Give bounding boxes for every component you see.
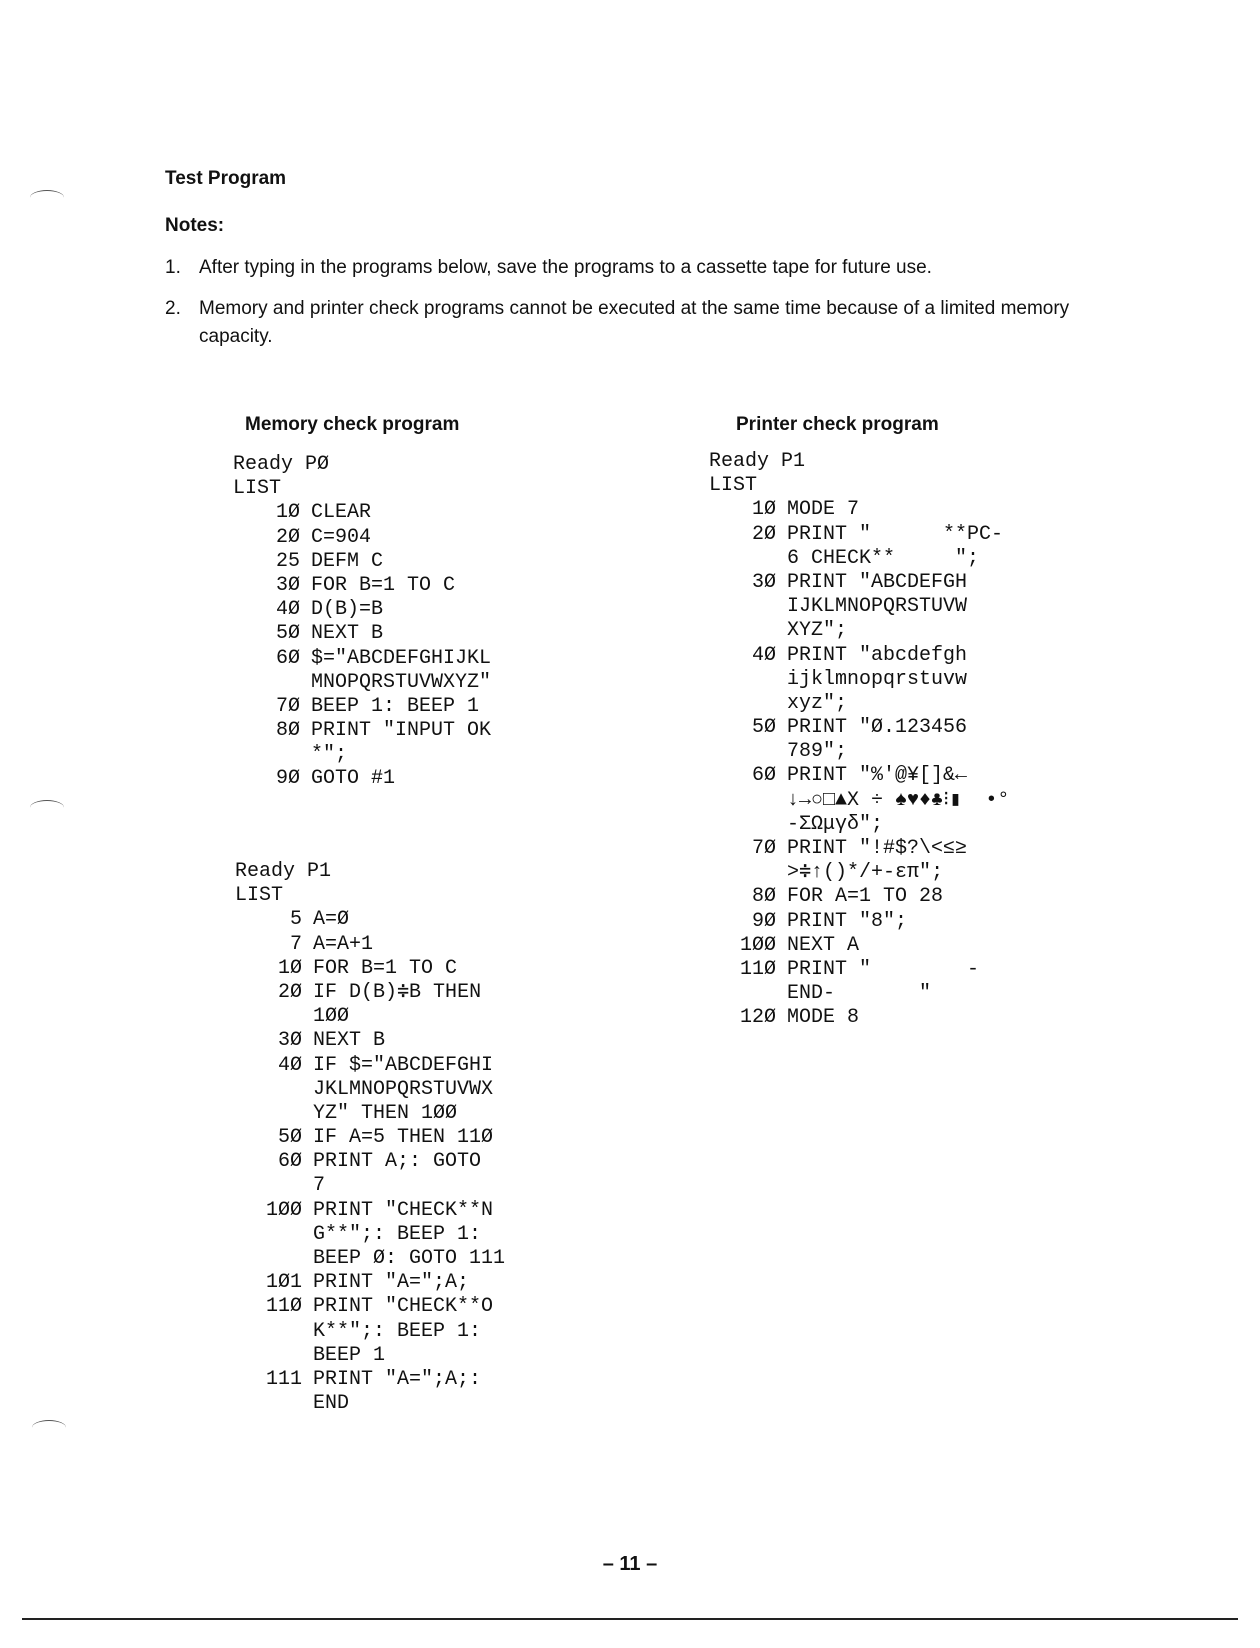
code-line <box>235 957 505 981</box>
statement: PRINT "INPUT OK <box>311 719 492 743</box>
line-number: 1Ø1 <box>265 1271 302 1295</box>
statement: PRINT "CHECK**N <box>313 1198 494 1222</box>
code-line <box>235 1199 505 1223</box>
line-number: 7 <box>289 932 302 956</box>
statement: MODE 8 <box>787 1006 860 1030</box>
line-number: 111 <box>265 1367 302 1391</box>
code-line <box>235 1029 505 1053</box>
code-line <box>235 1126 505 1150</box>
page-number: – 11 – <box>602 1553 658 1575</box>
code-continuation-line: >≑↑()*/+-επ"; <box>787 861 944 885</box>
statement: PRINT "!#$?\<≤≥ <box>787 837 968 860</box>
line-number: 2Ø <box>277 980 302 1004</box>
printer-check-listing <box>709 450 1009 1031</box>
code-line <box>233 719 491 743</box>
statement: C=904 <box>311 525 372 549</box>
code-continuation-line: ijklmnopqrstuvw <box>787 667 968 691</box>
code-line <box>233 526 491 550</box>
line-number: 9Ø <box>751 909 776 933</box>
memory-check-listing-2 <box>235 860 505 1416</box>
statement: PRINT "CHECK**O <box>313 1295 494 1319</box>
line-number: 11Ø <box>739 957 776 981</box>
memory-check-listing-1 <box>233 453 491 792</box>
statement: FOR B=1 TO C <box>313 956 458 980</box>
statement: PRINT "A=";A;: <box>313 1367 482 1391</box>
statement: $="ABCDEFGHIJKL <box>311 646 492 670</box>
statement: MODE 7 <box>787 498 860 522</box>
statement: PRINT "A=";A; <box>313 1271 470 1295</box>
code-continuation-line: MNOPQRSTUVWXYZ" <box>311 670 492 694</box>
line-number: 2Ø <box>751 522 776 546</box>
code-continuation-line: BEEP 1 <box>313 1343 386 1367</box>
page-title: Test Program <box>165 168 287 189</box>
listing-header-line: LIST <box>709 474 758 498</box>
memory-check-heading: Memory check program <box>245 414 460 435</box>
code-line <box>233 598 491 622</box>
line-number: 8Ø <box>751 885 776 909</box>
code-line <box>235 1368 505 1392</box>
code-continuation-line: YZ" THEN 1ØØ <box>313 1101 458 1125</box>
code-line <box>233 622 491 646</box>
notes-label: Notes: <box>165 215 225 236</box>
statement: PRINT "ABCDEFGH <box>787 570 968 594</box>
line-number: 11Ø <box>265 1295 302 1319</box>
statement: PRINT "8"; <box>787 909 908 933</box>
line-number: 5Ø <box>275 622 300 646</box>
code-line <box>235 981 505 1005</box>
listing-header-line: LIST <box>235 884 284 908</box>
line-number: 4Ø <box>275 598 300 622</box>
listing-header-line: Ready PØ <box>233 453 330 476</box>
line-number: 5Ø <box>277 1126 302 1150</box>
line-number: 1Ø <box>751 498 776 522</box>
note-2 <box>165 295 1125 355</box>
code-continuation-line: XYZ"; <box>787 619 848 643</box>
note-number: 1. <box>165 257 181 278</box>
statement: NEXT A <box>787 933 860 957</box>
statement: DEFM C <box>311 549 384 573</box>
statement: D(B)=B <box>311 598 384 622</box>
code-line <box>709 523 1009 547</box>
code-continuation-line: 1ØØ <box>313 1005 350 1029</box>
line-number: 5 <box>289 908 302 932</box>
statement: PRINT "abcdefgh <box>787 643 968 667</box>
code-continuation-line: END <box>313 1392 350 1416</box>
code-continuation-line: IJKLMNOPQRSTUVW <box>787 595 968 619</box>
line-number: 8Ø <box>275 719 300 743</box>
line-number: 4Ø <box>751 643 776 667</box>
code-continuation-line: K**";: BEEP 1: <box>313 1319 482 1343</box>
code-line <box>709 716 1009 740</box>
code-line <box>709 498 1009 522</box>
code-line <box>709 571 1009 595</box>
listing-header-line: Ready P1 <box>709 450 806 473</box>
note-text: Memory and printer check programs cannot be executed at the same time because of a limited memory capacity. <box>199 298 1070 347</box>
code-line <box>235 1054 505 1078</box>
line-number: 12Ø <box>739 1006 776 1030</box>
code-continuation-line: 789"; <box>787 740 848 764</box>
statement: IF $="ABCDEFGHI <box>313 1053 494 1077</box>
statement: NEXT B <box>313 1029 386 1053</box>
statement: IF A=5 THEN 11Ø <box>313 1126 494 1150</box>
line-number: 6Ø <box>277 1150 302 1174</box>
line-number: 1Ø <box>275 501 300 525</box>
statement: PRINT "%'@¥[]&← <box>787 764 968 788</box>
page-bottom-rule <box>22 1618 1238 1620</box>
binder-hole-mark <box>30 190 64 205</box>
statement: A=A+1 <box>313 932 374 956</box>
code-line <box>709 837 1009 861</box>
line-number: 7Ø <box>275 694 300 718</box>
code-continuation-line: 6 CHECK** "; <box>787 546 980 570</box>
line-number: 1ØØ <box>739 933 776 957</box>
code-continuation-line: G**";: BEEP 1: <box>313 1222 482 1246</box>
line-number: 1ØØ <box>265 1198 302 1222</box>
line-number: 4Ø <box>277 1053 302 1077</box>
code-continuation-line: JKLMNOPQRSTUVWX <box>313 1077 494 1101</box>
code-line <box>709 644 1009 668</box>
code-continuation-line: *"; <box>311 743 348 767</box>
code-line <box>235 933 505 957</box>
statement: PRINT A;: GOTO <box>313 1150 482 1174</box>
line-number: 7Ø <box>751 837 776 860</box>
statement: BEEP 1: BEEP 1 <box>311 694 480 718</box>
line-number: 6Ø <box>751 764 776 788</box>
statement: CLEAR <box>311 501 372 525</box>
code-continuation-line: BEEP Ø: GOTO 111 <box>313 1247 506 1270</box>
code-line <box>233 574 491 598</box>
code-line <box>709 885 1009 909</box>
code-continuation-line: ↓→○□▲X ÷ ♠♥♦♣⁝▮ •° <box>787 788 1010 812</box>
note-text: After typing in the programs below, save the programs to a cassette tape for future use. <box>199 257 932 278</box>
statement: FOR A=1 TO 28 <box>787 885 944 909</box>
code-line <box>235 1150 505 1174</box>
code-continuation-line: END- " <box>787 982 932 1006</box>
code-line <box>709 958 1009 982</box>
printer-check-heading: Printer check program <box>736 414 939 435</box>
code-continuation-line: -ΣΩμγδ"; <box>787 812 884 836</box>
code-line <box>233 550 491 574</box>
code-line <box>709 1006 1009 1030</box>
code-line <box>235 1295 505 1319</box>
statement: IF D(B)≑B THEN <box>313 980 482 1004</box>
line-number: 3Ø <box>751 570 776 594</box>
statement: PRINT "Ø.123456 <box>787 716 968 740</box>
statement: GOTO #1 <box>311 767 396 791</box>
line-number: 9Ø <box>275 767 300 791</box>
code-line <box>709 934 1009 958</box>
listing-header-line: Ready P1 <box>235 860 332 883</box>
code-line <box>233 767 491 791</box>
code-continuation-line: 7 <box>313 1174 326 1198</box>
statement: FOR B=1 TO C <box>311 573 456 597</box>
line-number: 1Ø <box>277 956 302 980</box>
statement: PRINT " - <box>787 957 980 981</box>
statement: NEXT B <box>311 622 384 646</box>
line-number: 3Ø <box>275 573 300 597</box>
line-number: 3Ø <box>277 1029 302 1053</box>
listing-header-line: LIST <box>233 477 282 501</box>
note-1 <box>165 254 1125 284</box>
code-line <box>233 695 491 719</box>
code-line <box>233 647 491 671</box>
binder-hole-mark <box>32 1420 66 1435</box>
code-line <box>709 910 1009 934</box>
statement: PRINT " **PC- <box>787 522 1004 546</box>
line-number: 5Ø <box>751 716 776 740</box>
line-number: 6Ø <box>275 646 300 670</box>
line-number: 2Ø <box>275 525 300 549</box>
code-line <box>709 764 1009 788</box>
code-line <box>235 1271 505 1295</box>
line-number: 25 <box>275 549 300 573</box>
code-continuation-line: xyz"; <box>787 691 848 715</box>
statement: A=Ø <box>313 908 350 932</box>
code-line <box>235 908 505 932</box>
note-number: 2. <box>165 298 181 319</box>
binder-hole-mark <box>30 800 64 815</box>
code-line <box>233 501 491 525</box>
